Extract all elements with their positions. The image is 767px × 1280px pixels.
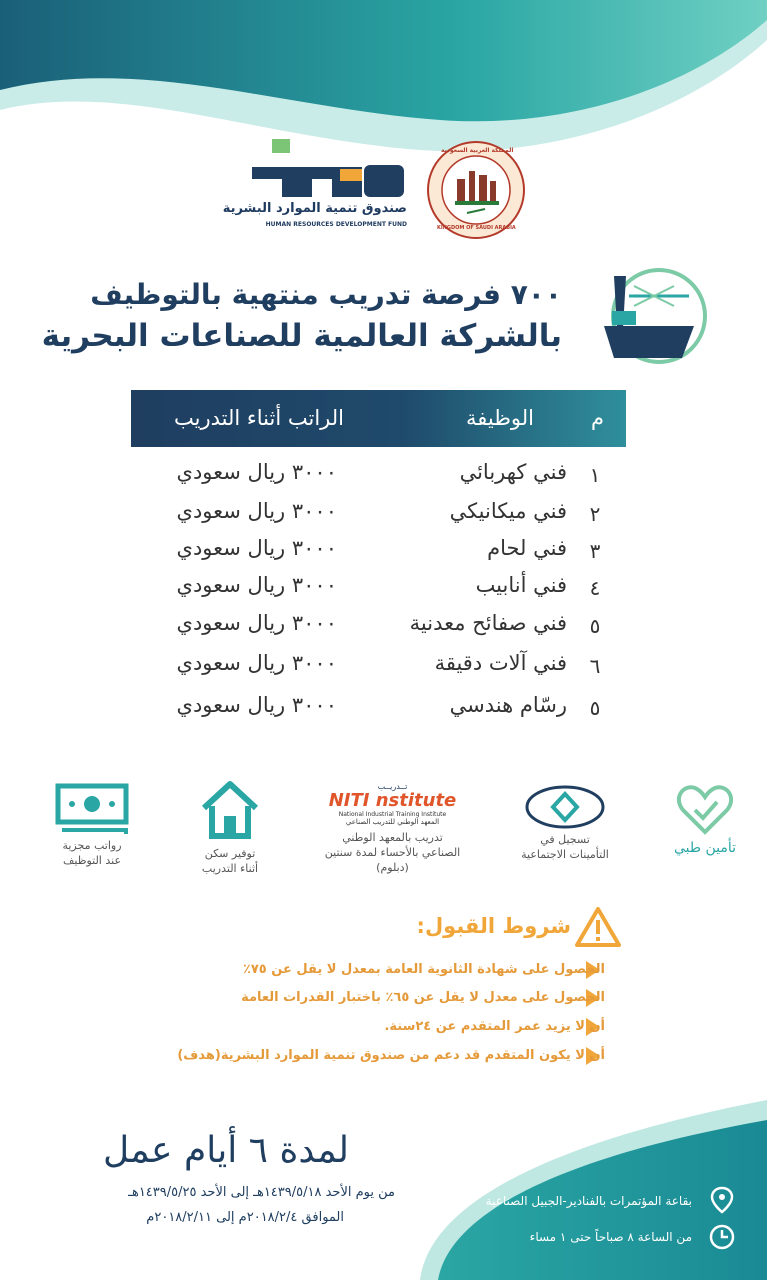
headline-line-2: بالشركة العالمية للصناعات البحرية	[41, 318, 562, 354]
table-row-job: فني لحام	[487, 536, 567, 560]
benefit-medical	[660, 782, 750, 856]
header-salary: الراتب أثناء التدريب	[174, 406, 344, 430]
table-row-salary: ٣٠٠٠ ريال سعودي	[176, 693, 337, 717]
table-row-salary: ٣٠٠٠ ريال سعودي	[176, 611, 337, 635]
benefit-salary	[42, 782, 142, 868]
benefit-niti	[305, 782, 480, 875]
benefit-housing-label-2: أثناء التدريب	[201, 862, 259, 875]
benefit-housing	[180, 778, 280, 876]
table-row-job: فني آلات دقيقة	[434, 651, 567, 675]
condition-item: أن لا يزيد عمر المتقدم عن ٢٤سنة.	[384, 1019, 605, 1034]
table-row-number: ٥	[589, 614, 601, 638]
hadaf-logo-arabic: صندوق تنمية الموارد البشرية	[222, 201, 407, 216]
jobs-table-header	[131, 390, 626, 447]
benefit-salary-label-2: عند التوظيف	[62, 854, 122, 867]
benefit-salary-label-1: رواتب مجزية	[62, 839, 122, 852]
table-row-salary: ٣٠٠٠ ريال سعودي	[176, 499, 337, 523]
benefit-niti-label-1: تدريب بالمعهد الوطني	[342, 831, 443, 844]
benefit-gosi	[505, 782, 625, 862]
table-row-salary: ٣٠٠٠ ريال سعودي	[176, 536, 337, 560]
duration-title: لمدة ٦ أيام عمل	[102, 1130, 349, 1171]
duration-dates-gregorian: الموافق ٢٠١٨/٢/٤م إلى ٢٠١٨/٢/١١م	[146, 1210, 344, 1225]
benefit-niti-label-2: الصناعي بالأحساء لمدة سنتين	[324, 846, 461, 859]
hadaf-logo-mark	[252, 135, 407, 203]
benefit-niti-label-3: (دبلوم)	[376, 861, 409, 874]
bottom-wave-decoration	[0, 1080, 767, 1280]
benefit-medical-label: تأمين طبي	[673, 840, 737, 856]
event-location: بقاعة المؤتمرات بالفنادير-الجبيل الصناعية	[485, 1194, 692, 1208]
gosi-logo-icon	[523, 782, 607, 832]
table-row-number: ٣	[589, 539, 601, 563]
niti-logo-arabic: المعهد الوطني للتدريب الصناعي	[345, 818, 440, 826]
table-row-number: ٥	[589, 696, 601, 720]
table-row-job: فني صفائح معدنية	[409, 611, 567, 635]
money-icon	[54, 782, 130, 838]
clock-icon	[708, 1223, 736, 1251]
table-row-job: فني ميكانيكي	[449, 499, 567, 523]
table-row-job: فني أنابيب	[475, 573, 567, 597]
headline-line-1: ٧٠٠ فرصة تدريب منتهية بالتوظيف	[90, 278, 562, 311]
table-row-salary: ٣٠٠٠ ريال سعودي	[176, 651, 337, 675]
benefit-housing-label-1: توفير سكن	[204, 847, 256, 860]
heart-check-icon	[675, 782, 735, 836]
event-time: من الساعة ٨ صباحاً حتى ١ مساء	[529, 1230, 692, 1244]
duration-dates-hijri: من يوم الأحد ١٤٣٩/٥/١٨هـ إلى الأحد ١٤٣٩/٥/٢٥هـ	[128, 1185, 395, 1200]
table-row-salary: ٣٠٠٠ ريال سعودي	[176, 573, 337, 597]
conditions-title: شروط القبول:	[416, 914, 571, 938]
location-pin-icon	[708, 1186, 736, 1214]
benefit-gosi-label-1: تسجيل في	[540, 833, 590, 846]
table-row-job: رسّام هندسي	[449, 693, 567, 717]
niti-logo: NITI nstitute	[328, 790, 457, 811]
condition-item: الحصول على شهادة الثانوية العامة بمعدل لا يقل عن ٧٥٪	[242, 962, 605, 977]
benefit-gosi-label-2: التأمينات الاجتماعية	[521, 848, 609, 861]
ksa-seal	[427, 141, 525, 239]
house-icon	[198, 778, 262, 842]
table-row-number: ٤	[589, 576, 601, 600]
header-job: الوظيفة	[465, 406, 534, 430]
ksa-seal-english: KINGDOM OF SAUDI ARABIA	[437, 225, 516, 231]
hadaf-logo-english: HUMAN RESOURCES DEVELOPMENT FUND	[265, 221, 407, 228]
condition-item: أن لا يكون المتقدم قد دعم من صندوق تنمية الموارد البشرية(هدف)	[177, 1048, 605, 1063]
table-row-job: فني كهربائي	[459, 460, 567, 484]
table-row-number: ٢	[589, 502, 601, 526]
warning-icon	[574, 906, 622, 948]
table-row-number: ١	[589, 463, 601, 487]
niti-logo-top: تــدريــب	[377, 782, 408, 791]
table-row-number: ٦	[589, 654, 601, 678]
table-row-salary: ٣٠٠٠ ريال سعودي	[176, 460, 337, 484]
ksa-seal-arabic: المملكة العربية السعودية	[441, 147, 514, 154]
niti-logo-english: National Industrial Training Institute	[338, 811, 447, 818]
hadaf-logo	[222, 135, 407, 235]
offshore-rig-ship-icon	[574, 266, 714, 366]
header-number: م	[590, 406, 604, 430]
condition-item: الحصول على معدل لا يقل عن ٦٥٪ باختبار القدرات العامة	[241, 990, 605, 1005]
